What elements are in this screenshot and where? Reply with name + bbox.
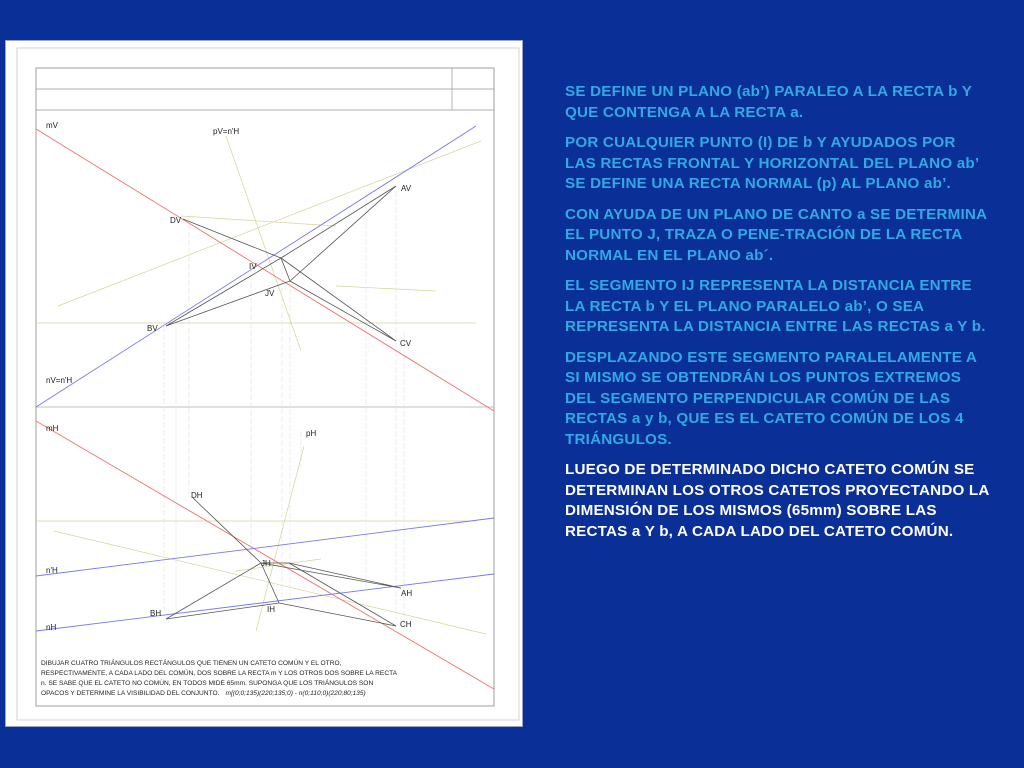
note-line-4: OPACOS Y DETERMINE LA VISIBILIDAD DEL CONJUNTO. m[(0;0;135)(220;135;0) - n(0;110;0)(220;80;135) [41,690,366,697]
line-m-horizontal-projection [36,421,494,689]
paragraph-4: EL SEGMENTO IJ REPRESENTA LA DISTANCIA ENTRE LA RECTA b Y EL PLANO PARALELO ab’, O SEA REPRESENTA LA DISTANCIA ENTRE LAS RECTAS a Y b. [565,277,986,335]
problem-note [41,658,398,697]
label-ih: IH [267,605,275,614]
label-mv: mV [46,121,58,130]
label-dh: DH [191,491,203,500]
label-mh: mH [46,424,59,433]
label-jh: JH [261,559,271,568]
inner-frame [36,68,494,706]
line-m-vertical-projection [36,129,494,411]
label-ph: pH [306,429,317,438]
drawing-sheet [5,40,523,727]
descriptive-geometry-drawing [6,41,522,726]
line-n-horizontal-projection [36,574,494,631]
note-line-3: n. SE SABE QUE EL CATETO NO COMÚN, EN TODOS MIDE 65mm. SUPONGA QUE LOS TRIÁNGULOS SON [41,680,374,687]
label-nh: nH [46,623,57,632]
triangles-vertical-projection [166,186,396,341]
label-nph: n'H [46,566,58,575]
label-ah: AH [401,589,413,598]
paragraph-3: CON AYUDA DE UN PLANO DE CANTO a SE DETERMINA EL PUNTO J, TRAZA O PENE-TRACIÓN DE LA RECTA NORMAL EN EL PLANO ab´. [565,205,987,264]
label-dv: DV [170,216,182,225]
label-bv: BV [147,324,158,333]
paragraph-1: SE DEFINE UN PLANO (ab’) PARALEO A LA RECTA b Y QUE CONTENGA A LA RECTA a. [565,83,972,121]
explanation-text-panel [565,82,990,552]
paragraph-5: DESPLAZANDO ESTE SEGMENTO PARALELAMENTE A SI MISMO SE OBTENDRÁN LOS PUNTOS EXTREMOS DEL SEGMENTO PERPENDICULAR COMÚN DE LAS RECTAS a y b, QUE ES EL CATETO COMÚN DE LOS 4 TRIÁNGULOS. [565,348,977,448]
label-bh: BH [150,609,162,618]
label-nv-nh: nV=n'H [46,376,73,385]
label-jv: JV [265,289,275,298]
outer-frame [17,48,519,720]
paragraph-2: POR CUALQUIER PUNTO (I) DE b Y AYUDADOS POR LAS RECTAS FRONTAL Y HORIZONTAL DEL PLANO ab’ SE DEFINE UNA RECTA NORMAL (p) AL PLANO ab’. [565,134,979,192]
label-ch: CH [400,620,412,629]
label-av: AV [401,184,412,193]
label-cv: CV [400,339,412,348]
label-iv: IV [249,262,257,271]
label-pv-nh: pV=n'H [213,127,240,136]
note-line-1: DIBUJAR CUATRO TRIÁNGULOS RECTÁNGULOS QUE TIENEN UN CATETO COMÚN Y EL OTRO, [41,660,342,667]
note-line-2: RESPECTIVAMENTE, A CADA LADO DEL COMÚN, DOS SOBRE LA RECTA m Y LOS OTROS DOS SOBRE LA RECTA [41,670,398,677]
paragraph-6: LUEGO DE DETERMINADO DICHO CATETO COMÚN SE DETERMINAN LOS OTROS CATETOS PROYECTANDO LA DIMENSIÓN DE LOS MISMOS (65mm) SOBRE LAS RECTAS a Y b, A CADA LADO DEL CATETO COMÚN. [565,461,990,540]
